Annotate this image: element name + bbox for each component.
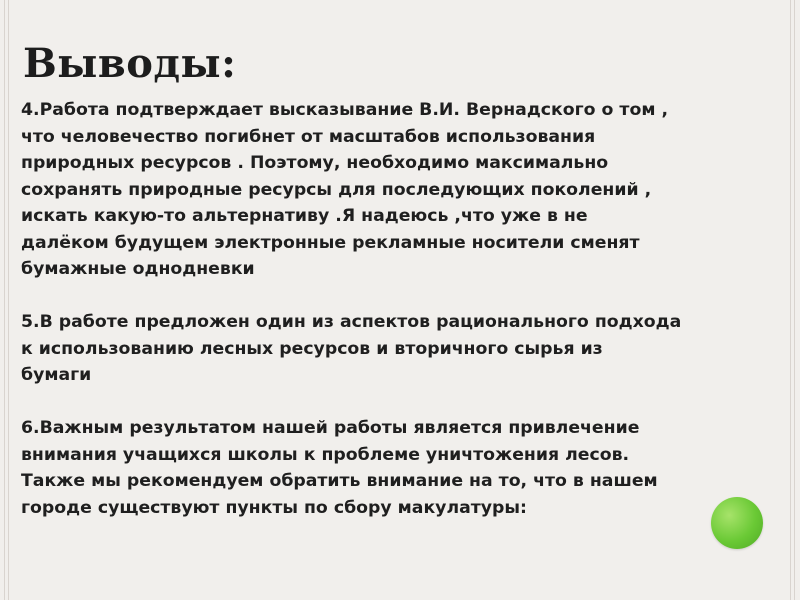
text-line: к использованию лесных ресурсов и вторичного сырья из bbox=[21, 338, 603, 359]
conclusion-paragraph-5 bbox=[21, 309, 751, 389]
text-line: внимания учащихся школы к проблеме уничтожения лесов. bbox=[21, 444, 630, 465]
text-line: искать какую-то альтернативу .Я надеюсь ,что уже в не bbox=[21, 206, 588, 226]
slide-title: Выводы: bbox=[23, 40, 237, 87]
left-border-line-2 bbox=[8, 0, 9, 600]
text-line: Также мы рекомендуем обратить внимание на то, что в нашем bbox=[21, 471, 658, 491]
conclusion-paragraph-6 bbox=[21, 415, 751, 521]
text-line: бумажные однодневки bbox=[21, 259, 255, 279]
right-border-line-2 bbox=[794, 0, 795, 600]
green-circle-decoration bbox=[711, 497, 763, 549]
left-border-line bbox=[4, 0, 5, 600]
text-line: природных ресурсов . Поэтому, необходимо максимально bbox=[21, 153, 609, 173]
text-line: 5.В работе предложен один из аспектов рационального подхода bbox=[21, 312, 682, 332]
text-line: 6.Важным результатом нашей работы является привлечение bbox=[21, 418, 640, 438]
text-line: сохранять природные ресурсы для последующих поколений , bbox=[21, 179, 652, 200]
text-line: что человечество погибнет от масштабов использования bbox=[21, 126, 596, 147]
conclusion-paragraph-4 bbox=[21, 97, 751, 283]
text-line: бумаги bbox=[21, 365, 92, 385]
text-line: далёком будущем электронные рекламные носители сменят bbox=[21, 232, 640, 253]
text-line: 4.Работа подтверждает высказывание В.И. Вернадского о том , bbox=[21, 100, 669, 120]
right-border-line bbox=[790, 0, 791, 600]
slide-body bbox=[21, 97, 751, 521]
text-line: городе существуют пункты по сбору макулатуры: bbox=[21, 497, 527, 518]
